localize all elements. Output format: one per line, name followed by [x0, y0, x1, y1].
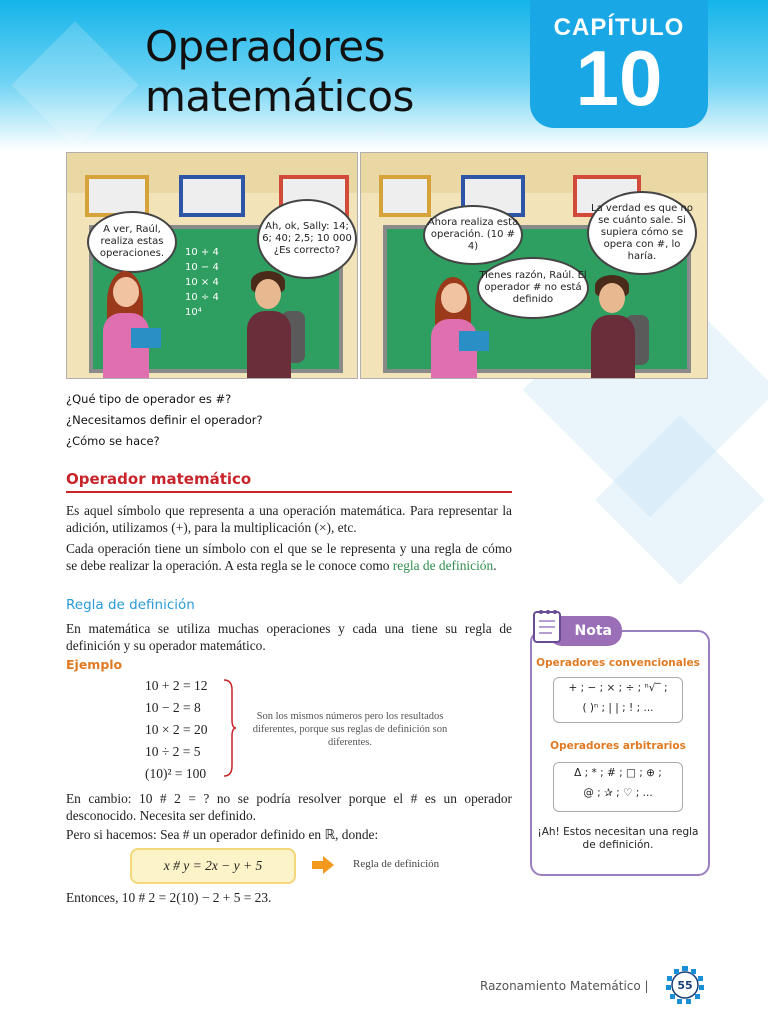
wall-frame: [179, 175, 245, 217]
question: ¿Cómo se hace?: [66, 434, 160, 448]
speech-bubble-boy: Ah, ok, Sally: 14; 6; 40; 2,5; 10 000 ¿Es correcto?: [257, 199, 357, 279]
comic-panel-1: [66, 152, 358, 379]
comic-panel-2: [360, 152, 708, 379]
board-line: 10⁴: [185, 307, 202, 318]
definition-paragraph: Es aquel símbolo que representa a una operación matemática. Para representar la adición, utilizamos (+), para la multiplicación (×), etc.: [66, 503, 512, 535]
right-brace-icon: [222, 678, 236, 778]
example-equation: (10)² = 100: [145, 766, 207, 781]
girl-face: [113, 277, 139, 307]
nota-heading-arbitrarios: Operadores arbitrarios: [550, 740, 686, 752]
example-note: Son los mismos números pero los resultados diferentes, porque sus reglas de definición son diferentes.: [252, 711, 448, 748]
board-line: 10 − 4: [185, 262, 219, 273]
boy-body: [247, 311, 291, 379]
subsection-title: Regla de definición: [66, 597, 195, 613]
rule-paragraph-text: Cada operación tiene un símbolo con el que se le representa y una regla de cómo se debe realizar la operación. A esta regla se le conoce como: [66, 541, 512, 573]
board-operations: [185, 245, 219, 320]
example-equation: 10 × 2 = 20: [145, 722, 208, 737]
page-number: 55: [677, 979, 693, 992]
example-equation: 10 − 2 = 8: [145, 700, 201, 715]
rule-paragraph: [66, 541, 512, 574]
conventional-operators-line: ( )ⁿ ; | | ; ! ; ...: [582, 702, 654, 714]
example-equation: 10 + 2 = 12: [145, 678, 208, 693]
regla-de-definicion-term: regla de definición: [392, 557, 494, 573]
page-title-line1: Operadores: [145, 22, 385, 71]
question: ¿Necesitamos definir el operador?: [66, 413, 263, 427]
conventional-operators-box: [553, 677, 683, 723]
chapter-badge: [530, 0, 708, 128]
page-title: [145, 22, 525, 122]
example-equation: 10 ÷ 2 = 5: [145, 744, 201, 759]
book: [459, 331, 489, 351]
conventional-operators-line: + ; − ; × ; ÷ ; ⁿ√‾ ;: [568, 682, 668, 694]
arbitrary-operators-line: Δ ; * ; # ; □ ; ⊕ ;: [574, 767, 662, 779]
speech-bubble-girl-2: Tienes razón, Raúl. El operador # no está definido: [477, 257, 589, 319]
definition-formula-box: [130, 848, 296, 884]
question: ¿Qué tipo de operador es #?: [66, 392, 232, 406]
nota-heading-convencionales: Operadores convencionales: [536, 657, 700, 669]
notepad-icon: [532, 608, 564, 644]
board-line: 10 ÷ 4: [185, 292, 219, 303]
speech-bubble-girl: Ahora realiza esta operación. (10 # 4): [423, 205, 523, 265]
section-title: Operador matemático: [66, 470, 252, 488]
boy-face: [599, 283, 625, 313]
footer-subject: Razonamiento Matemático |: [480, 979, 649, 993]
wall-frame: [379, 175, 431, 217]
chapter-label: CAPÍTULO: [553, 14, 685, 41]
speech-bubble-girl: A ver, Raúl, realiza estas operaciones.: [87, 211, 177, 273]
encambio-paragraph: En cambio: 10 # 2 = ? no se podría resolver porque el # es un operador desconocido. Necesita ser definido.: [66, 791, 512, 823]
page-title-line2: matemáticos: [145, 72, 414, 121]
example-title: Ejemplo: [66, 657, 123, 672]
rule-paragraph-end: .: [493, 557, 497, 573]
section-divider: [66, 491, 512, 493]
girl-face: [441, 283, 467, 313]
perosi-paragraph: Pero si hacemos: Sea # un operador definido en ℝ, donde:: [66, 827, 379, 842]
definition-formula: x # y = 2x − y + 5: [163, 858, 263, 873]
nota-tab-label: Nota: [574, 623, 612, 639]
arrow-right-icon: [312, 856, 334, 874]
board-line: 10 + 4: [185, 247, 219, 258]
result-paragraph: Entonces, 10 # 2 = 2(10) − 2 + 5 = 23.: [66, 890, 272, 905]
board-line: 10 × 4: [185, 277, 219, 288]
subsection-paragraph: En matemática se utiliza muchas operaciones y cada una tiene su regla de definición y su operador matemático.: [66, 621, 512, 653]
boy-body: [591, 315, 635, 379]
speech-bubble-boy: La verdad es que no se cuánto sale. Si supiera cómo se opera con #, lo haría.: [587, 191, 697, 275]
nota-footer: ¡Ah! Estos necesitan una regla de definición.: [537, 826, 699, 851]
chapter-number: 10: [575, 34, 663, 122]
book: [131, 328, 161, 348]
formula-label: Regla de definición: [353, 858, 440, 870]
boy-face: [255, 279, 281, 309]
arbitrary-operators-box: [553, 762, 683, 812]
arbitrary-operators-line: @ ; ✰ ; ♡ ; ...: [583, 787, 653, 799]
